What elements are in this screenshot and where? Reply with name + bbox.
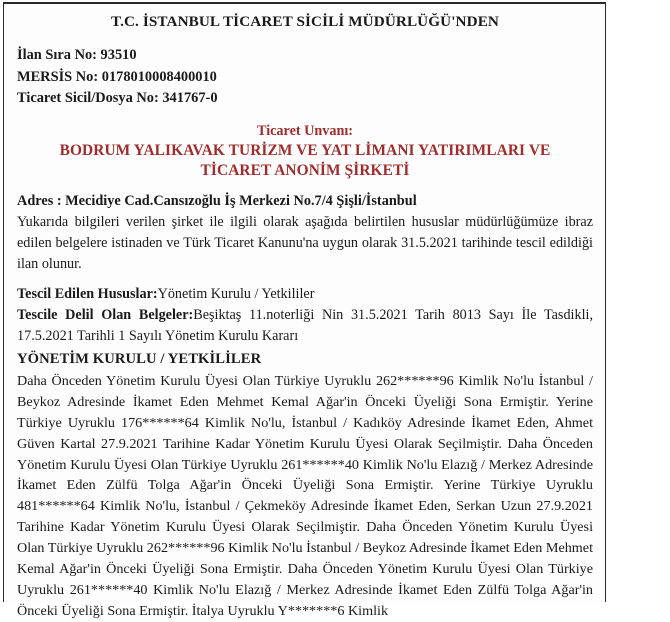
intro-paragraph: Yukarıda bilgileri verilen şirket ile ilgili olarak aşağıda belirtilen hususlar müdürlüğümüze ibraz edilen belgelere istinaden ve Türk Ticaret Kanunu'na uygun olarak 31.5.2021 tarihinde tescil edildiği ilan olunur.: [17, 214, 593, 272]
board-section-heading: YÖNETİM KURULU / YETKİLİLER: [17, 350, 262, 367]
evidence-documents-paragraph: [17, 305, 593, 347]
trade-name-label: Ticaret Unvanı:: [256, 122, 354, 139]
evidence-documents-value: Beşiktaş 11.noterliği Nin 31.5.2021 Tarih 8013 Sayı İle Tasdikli, 17.5.2021 Tarihli 1 Sayılı Yönetim Kurulu Kararı: [17, 307, 594, 345]
document-page: [3, 2, 606, 619]
board-members-paragraph: Daha Önceden Yönetim Kurulu Üyesi Olan Türkiye Uyruklu 262******96 Kimlik No'lu İstanbul / Beykoz Adresinde İkamet Eden Mehmet Kemal Ağar'in Önceki Üyeliği Sona Ermiştir. Yerine Türkiye Uyruklu 176******64 Kimlik No'lu, İstanbul / Kadıköy Adresinde İkamet Eden, Ahmet Güven Kartal 27.9.2021 Tarihine Kadar Yönetim Kurulu Üyesi Olarak Seçilmiştir. Daha Önceden Yönetim Kurulu Üyesi Olan Türkiye Uyruklu 261******40 Kimlik No'lu Elazığ / Merkez Adresinde İkamet Eden Zülfü Tolga Ağar'in Önceki Üyeliği Sona Ermiştir. Yerine Türkiye Uyruklu 481******64 Kimlik No'lu, İstanbul / Çekmeköy Adresinde İkamet Eden, Serkan Uzun 27.9.2021 Tarihine Kadar Yönetim Kurulu Üyesi Olarak Seçilmiştir. Daha Önceden Yönetim Kurulu Üyesi Olan Türkiye Uyruklu 262******96 Kimlik No'lu İstanbul / Beykoz Adresinde İkamet Eden Mehmet Kemal Ağar'in Önceki Üyeliği Sona Ermiştir. Daha Önceden Yönetim Kurulu Üyesi Olan Türkiye Uyruklu 261******40 Kimlik No'lu Elazığ / Merkez Adresinde İkamet Eden Zülfü Tolga Ağar'in Önceki Üyeliği Sona Ermiştir. İtalya Uyruklu Y*******6 Kimlik: [17, 373, 593, 619]
mersis-number: MERSİS No: 0178010008400010: [17, 68, 217, 85]
announcement-number: İlan Sıra No: 93510: [17, 47, 137, 64]
document-content: [4, 4, 607, 622]
page-title: T.C. İSTANBUL TİCARET SİCİLİ MÜDÜRLÜĞÜ'NDEN: [110, 13, 499, 30]
registered-matters-label: Tescil Edilen Hususlar:: [17, 285, 158, 302]
registry-file-number: Ticaret Sicil/Dosya No: 341767-0: [17, 90, 218, 107]
reference-block: [17, 45, 593, 109]
trade-name-value: BODRUM YALIKAVAK TURİZM VE YAT LİMANI YATIRIMLARI VE TİCARET ANONİM ŞİRKETİ: [59, 141, 551, 179]
registered-matters-line: [17, 284, 593, 305]
trade-name-block: [17, 122, 593, 181]
registered-matters-value: Yönetim Kurulu / Yetkililer: [157, 285, 315, 302]
page-right-margin: [606, 0, 670, 592]
evidence-documents-label: Tescile Delil Olan Belgeler:: [17, 307, 194, 324]
company-address: Adres : Mecidiye Cad.Cansızoğlu İş Merkezi No.7/4 Şişli/İstanbul: [17, 192, 417, 209]
